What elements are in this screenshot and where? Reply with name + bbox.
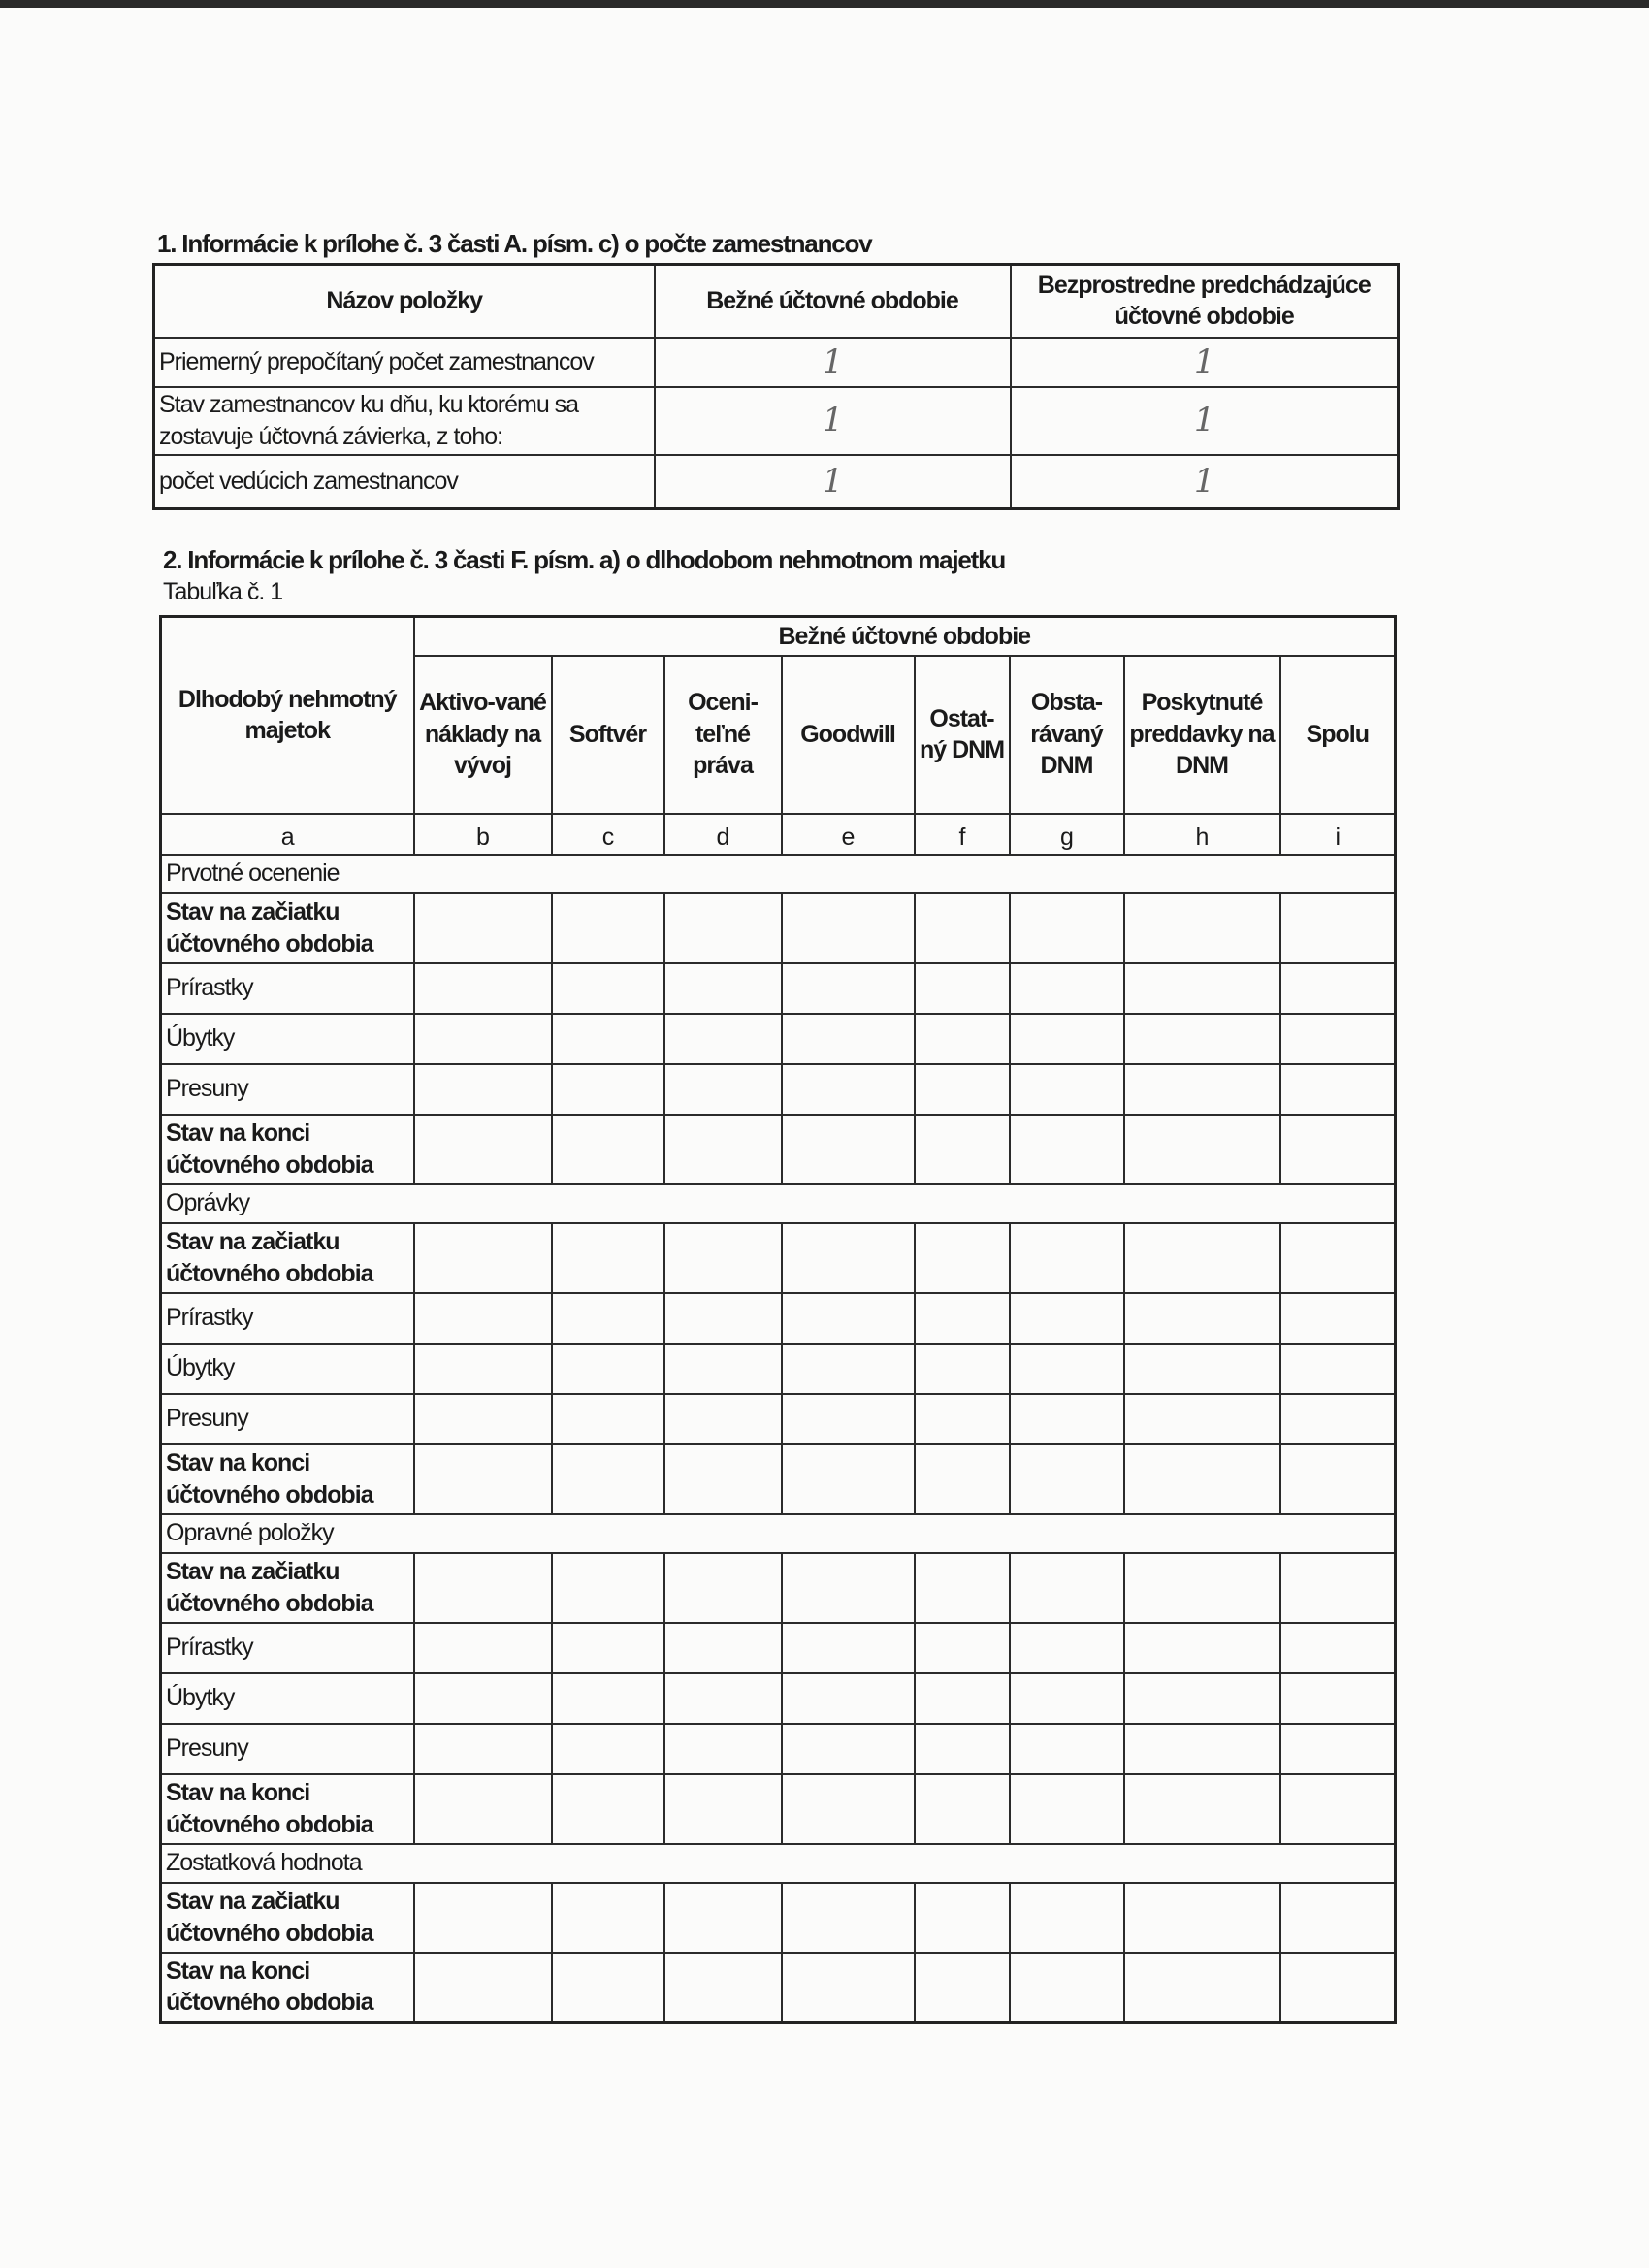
- value-cell[interactable]: [1280, 1014, 1396, 1064]
- value-cell[interactable]: [664, 1394, 782, 1444]
- value-cell[interactable]: [414, 1883, 552, 1953]
- row-label: Stav na konci účtovného obdobia: [161, 1953, 414, 2023]
- column-header: Ostat-ný DNM: [915, 656, 1010, 814]
- value-cell[interactable]: [552, 1623, 664, 1673]
- value-cell[interactable]: [1124, 1115, 1280, 1184]
- section-row: [161, 1844, 1396, 1883]
- value-cell[interactable]: [1124, 1293, 1280, 1344]
- value-cell[interactable]: [1010, 1293, 1124, 1344]
- row-header: Dlhodobý nehmotný majetok: [161, 617, 414, 814]
- value-cell[interactable]: [664, 1774, 782, 1844]
- value-cell[interactable]: [1124, 1344, 1280, 1394]
- table-row: [161, 1673, 1396, 1724]
- value-cell[interactable]: [664, 1064, 782, 1115]
- value-cell[interactable]: [782, 1553, 915, 1623]
- value-cell[interactable]: [414, 1444, 552, 1514]
- current-value: 1: [655, 387, 1011, 455]
- value-cell[interactable]: [552, 1883, 664, 1953]
- value-cell[interactable]: [915, 1223, 1010, 1293]
- scan-edge: [0, 0, 1649, 8]
- value-cell[interactable]: [1280, 1553, 1396, 1623]
- value-cell[interactable]: [1280, 1344, 1396, 1394]
- value-cell[interactable]: [664, 893, 782, 963]
- value-cell[interactable]: [552, 893, 664, 963]
- value-cell[interactable]: [915, 963, 1010, 1014]
- value-cell[interactable]: [915, 1553, 1010, 1623]
- value-cell[interactable]: [1124, 963, 1280, 1014]
- value-cell[interactable]: [782, 1724, 915, 1774]
- value-cell[interactable]: [1124, 1064, 1280, 1115]
- value-cell[interactable]: [664, 1293, 782, 1344]
- value-cell[interactable]: [915, 1444, 1010, 1514]
- previous-value: 1: [1011, 338, 1399, 387]
- value-cell[interactable]: [1010, 1223, 1124, 1293]
- table-row: [161, 1724, 1396, 1774]
- table-row: [161, 1774, 1396, 1844]
- value-cell[interactable]: [1280, 1444, 1396, 1514]
- value-cell[interactable]: [782, 893, 915, 963]
- value-cell[interactable]: [552, 1223, 664, 1293]
- group-header: Bežné účtovné obdobie: [414, 617, 1396, 656]
- value-cell[interactable]: [1010, 1883, 1124, 1953]
- value-cell[interactable]: [664, 1344, 782, 1394]
- table-row: [161, 1223, 1396, 1293]
- column-header: Aktivo-vané náklady na vývoj: [414, 656, 552, 814]
- value-cell[interactable]: [414, 1623, 552, 1673]
- value-cell[interactable]: [782, 963, 915, 1014]
- value-cell[interactable]: [552, 1344, 664, 1394]
- value-cell[interactable]: [664, 1623, 782, 1673]
- table-row: [161, 1115, 1396, 1184]
- value-cell[interactable]: [552, 963, 664, 1014]
- column-letter: d: [664, 814, 782, 855]
- value-cell[interactable]: [552, 1953, 664, 2023]
- row-label: Stav na konci účtovného obdobia: [161, 1115, 414, 1184]
- value-cell[interactable]: [1280, 1673, 1396, 1724]
- value-cell[interactable]: [414, 1223, 552, 1293]
- value-cell[interactable]: [1124, 1014, 1280, 1064]
- value-cell[interactable]: [1124, 1953, 1280, 2023]
- header-previous-period: Bezprostredne predchádzajúce účtovné obdobie: [1011, 265, 1399, 338]
- value-cell[interactable]: [1280, 1623, 1396, 1673]
- value-cell[interactable]: [1010, 1064, 1124, 1115]
- value-cell[interactable]: [1010, 1623, 1124, 1673]
- value-cell[interactable]: [414, 1344, 552, 1394]
- row-label: Stav na začiatku účtovného obdobia: [161, 1223, 414, 1293]
- section-row: [161, 1514, 1396, 1553]
- column-letter: i: [1280, 814, 1396, 855]
- value-cell[interactable]: [552, 1774, 664, 1844]
- table-row: [161, 1623, 1396, 1673]
- table-caption: Tabuľka č. 1: [163, 578, 283, 605]
- value-cell[interactable]: [782, 1014, 915, 1064]
- table-row: [161, 1293, 1396, 1344]
- value-cell[interactable]: [1280, 1724, 1396, 1774]
- value-cell[interactable]: [782, 1623, 915, 1673]
- section-title: Zostatková hodnota: [161, 1844, 1396, 1883]
- column-letter: f: [915, 814, 1010, 855]
- value-cell[interactable]: [1280, 893, 1396, 963]
- value-cell[interactable]: [552, 1394, 664, 1444]
- value-cell[interactable]: [1280, 1883, 1396, 1953]
- value-cell[interactable]: [915, 1394, 1010, 1444]
- value-cell[interactable]: [664, 1724, 782, 1774]
- value-cell[interactable]: [664, 1953, 782, 2023]
- value-cell[interactable]: [1124, 1774, 1280, 1844]
- value-cell[interactable]: [414, 963, 552, 1014]
- value-cell[interactable]: [414, 1553, 552, 1623]
- value-cell[interactable]: [414, 1115, 552, 1184]
- value-cell[interactable]: [552, 1293, 664, 1344]
- column-header: Softvér: [552, 656, 664, 814]
- value-cell[interactable]: [414, 1293, 552, 1344]
- value-cell[interactable]: [1010, 1014, 1124, 1064]
- value-cell[interactable]: [782, 1953, 915, 2023]
- value-cell[interactable]: [414, 1394, 552, 1444]
- table-row: [161, 963, 1396, 1014]
- value-cell[interactable]: [552, 1115, 664, 1184]
- table-row: [161, 1064, 1396, 1115]
- value-cell[interactable]: [552, 1064, 664, 1115]
- section-row: [161, 1184, 1396, 1223]
- row-label: Prírastky: [161, 1293, 414, 1344]
- value-cell[interactable]: [1124, 1724, 1280, 1774]
- column-letter: a: [161, 814, 414, 855]
- value-cell[interactable]: [552, 1444, 664, 1514]
- value-cell[interactable]: [1010, 963, 1124, 1014]
- section1-heading: 1. Informácie k prílohe č. 3 časti A. písm. c) o počte zamestnancov: [157, 229, 872, 258]
- value-cell[interactable]: [1124, 1394, 1280, 1444]
- value-cell[interactable]: [1010, 1344, 1124, 1394]
- value-cell[interactable]: [1280, 1064, 1396, 1115]
- value-cell[interactable]: [1010, 1553, 1124, 1623]
- value-cell[interactable]: [664, 1115, 782, 1184]
- row-label: Stav na začiatku účtovného obdobia: [161, 1883, 414, 1953]
- value-cell[interactable]: [1280, 963, 1396, 1014]
- row-label: počet vedúcich zamestnancov: [154, 455, 655, 509]
- current-value: 1: [655, 338, 1011, 387]
- value-cell[interactable]: [782, 1064, 915, 1115]
- column-letter: e: [782, 814, 915, 855]
- value-cell[interactable]: [664, 1014, 782, 1064]
- value-cell[interactable]: [1010, 1673, 1124, 1724]
- value-cell[interactable]: [414, 1064, 552, 1115]
- value-cell[interactable]: [915, 1293, 1010, 1344]
- column-letter: c: [552, 814, 664, 855]
- table-row: [161, 1953, 1396, 2023]
- value-cell[interactable]: [414, 1673, 552, 1724]
- value-cell[interactable]: [1124, 1444, 1280, 1514]
- table-row: [161, 1344, 1396, 1394]
- row-label: Priemerný prepočítaný počet zamestnancov: [154, 338, 655, 387]
- value-cell[interactable]: [915, 1344, 1010, 1394]
- employees-table: [152, 263, 1400, 510]
- column-header: Oceni-teľné práva: [664, 656, 782, 814]
- table-row: [154, 455, 1399, 509]
- section-row: [161, 855, 1396, 893]
- table-row: [161, 1553, 1396, 1623]
- value-cell[interactable]: [664, 1883, 782, 1953]
- row-label: Prírastky: [161, 1623, 414, 1673]
- value-cell[interactable]: [915, 1115, 1010, 1184]
- table-row: [154, 387, 1399, 455]
- row-label: Úbytky: [161, 1673, 414, 1724]
- value-cell[interactable]: [1124, 1553, 1280, 1623]
- value-cell[interactable]: [915, 893, 1010, 963]
- header-item-name: Názov položky: [154, 265, 655, 338]
- value-cell[interactable]: [414, 1724, 552, 1774]
- value-cell[interactable]: [552, 1673, 664, 1724]
- table-row: [161, 1444, 1396, 1514]
- value-cell[interactable]: [915, 1953, 1010, 2023]
- table-row: [161, 1394, 1396, 1444]
- section-title: Oprávky: [161, 1184, 1396, 1223]
- column-header: Obsta-rávaný DNM: [1010, 656, 1124, 814]
- section2-heading: 2. Informácie k prílohe č. 3 časti F. písm. a) o dlhodobom nehmotnom majetku: [163, 545, 1006, 574]
- row-label: Stav na začiatku účtovného obdobia: [161, 893, 414, 963]
- value-cell[interactable]: [915, 1883, 1010, 1953]
- table-row: [161, 1883, 1396, 1953]
- header-current-period: Bežné účtovné obdobie: [655, 265, 1011, 338]
- value-cell[interactable]: [1280, 1953, 1396, 2023]
- current-value: 1: [655, 455, 1011, 509]
- value-cell[interactable]: [414, 1774, 552, 1844]
- row-label: Úbytky: [161, 1344, 414, 1394]
- table-row: [161, 1014, 1396, 1064]
- value-cell[interactable]: [552, 1724, 664, 1774]
- value-cell[interactable]: [1280, 1394, 1396, 1444]
- value-cell[interactable]: [915, 1623, 1010, 1673]
- value-cell[interactable]: [1010, 893, 1124, 963]
- row-label: Presuny: [161, 1394, 414, 1444]
- row-label: Stav zamestnancov ku dňu, ku ktorému sa zostavuje účtovná závierka, z toho:: [154, 387, 655, 455]
- value-cell[interactable]: [782, 1115, 915, 1184]
- value-cell[interactable]: [1010, 1444, 1124, 1514]
- value-cell[interactable]: [1010, 1724, 1124, 1774]
- value-cell[interactable]: [414, 1014, 552, 1064]
- column-letter: h: [1124, 814, 1280, 855]
- value-cell[interactable]: [915, 1014, 1010, 1064]
- value-cell[interactable]: [782, 1344, 915, 1394]
- column-header: Poskytnuté preddavky na DNM: [1124, 656, 1280, 814]
- row-label: Úbytky: [161, 1014, 414, 1064]
- value-cell[interactable]: [414, 893, 552, 963]
- value-cell[interactable]: [664, 1673, 782, 1724]
- section-title: Opravné položky: [161, 1514, 1396, 1553]
- value-cell[interactable]: [664, 1223, 782, 1293]
- value-cell[interactable]: [664, 1553, 782, 1623]
- column-header: Goodwill: [782, 656, 915, 814]
- column-letter: g: [1010, 814, 1124, 855]
- row-label: Presuny: [161, 1064, 414, 1115]
- row-label: Stav na konci účtovného obdobia: [161, 1774, 414, 1844]
- value-cell[interactable]: [782, 1883, 915, 1953]
- table-row: [161, 893, 1396, 963]
- section-title: Prvotné ocenenie: [161, 855, 1396, 893]
- value-cell[interactable]: [915, 1724, 1010, 1774]
- row-label: Stav na konci účtovného obdobia: [161, 1444, 414, 1514]
- value-cell[interactable]: [552, 1553, 664, 1623]
- value-cell[interactable]: [1124, 1223, 1280, 1293]
- row-label: Prírastky: [161, 963, 414, 1014]
- value-cell[interactable]: [1124, 1673, 1280, 1724]
- value-cell[interactable]: [915, 1673, 1010, 1724]
- intangible-assets-table: [159, 615, 1397, 2024]
- value-cell[interactable]: [1280, 1223, 1396, 1293]
- value-cell[interactable]: [1124, 893, 1280, 963]
- value-cell[interactable]: [664, 1444, 782, 1514]
- value-cell[interactable]: [1124, 1623, 1280, 1673]
- previous-value: 1: [1011, 455, 1399, 509]
- value-cell[interactable]: [782, 1293, 915, 1344]
- value-cell[interactable]: [1010, 1394, 1124, 1444]
- value-cell[interactable]: [1280, 1115, 1396, 1184]
- value-cell[interactable]: [1280, 1774, 1396, 1844]
- column-letter: b: [414, 814, 552, 855]
- value-cell[interactable]: [915, 1774, 1010, 1844]
- column-header: Spolu: [1280, 656, 1396, 814]
- value-cell[interactable]: [1010, 1774, 1124, 1844]
- value-cell[interactable]: [782, 1394, 915, 1444]
- value-cell[interactable]: [1280, 1293, 1396, 1344]
- value-cell[interactable]: [664, 963, 782, 1014]
- table-row: [154, 338, 1399, 387]
- value-cell[interactable]: [414, 1953, 552, 2023]
- row-label: Stav na začiatku účtovného obdobia: [161, 1553, 414, 1623]
- value-cell[interactable]: [552, 1014, 664, 1064]
- value-cell[interactable]: [1124, 1883, 1280, 1953]
- value-cell[interactable]: [782, 1444, 915, 1514]
- value-cell[interactable]: [782, 1673, 915, 1724]
- value-cell[interactable]: [1010, 1953, 1124, 2023]
- value-cell[interactable]: [782, 1223, 915, 1293]
- value-cell[interactable]: [1010, 1115, 1124, 1184]
- value-cell[interactable]: [782, 1774, 915, 1844]
- row-label: Presuny: [161, 1724, 414, 1774]
- value-cell[interactable]: [915, 1064, 1010, 1115]
- previous-value: 1: [1011, 387, 1399, 455]
